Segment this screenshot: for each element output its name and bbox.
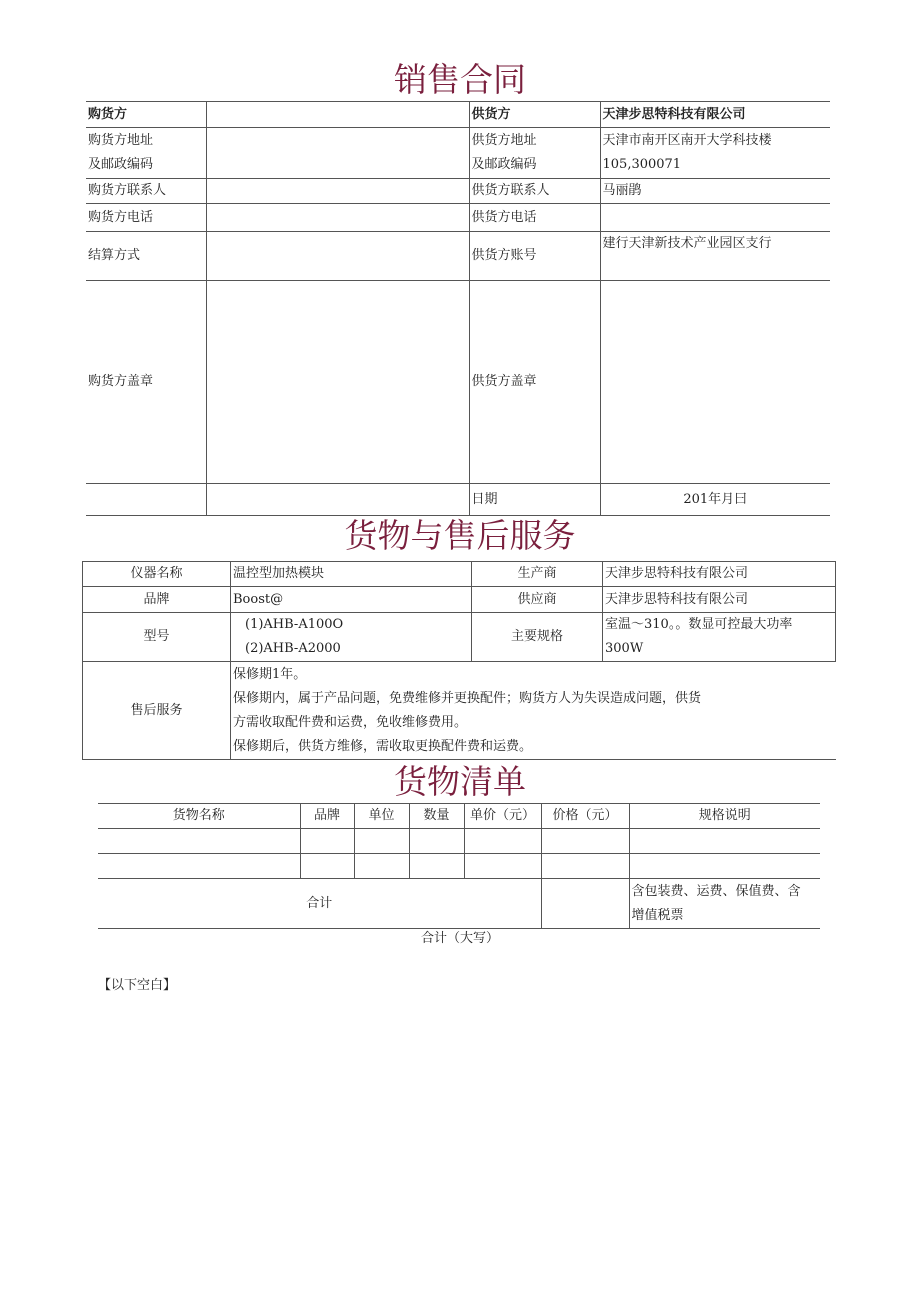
model-field[interactable] xyxy=(231,613,472,662)
contract-table xyxy=(86,101,830,516)
vendor-field[interactable]: 天津步思特科技有限公司 xyxy=(603,587,836,613)
supplier-address-line: 105,300071 xyxy=(602,157,682,172)
table-row xyxy=(98,854,820,879)
model-line: (2)AHB-A2000 xyxy=(245,641,341,656)
instrument-field[interactable]: 温控型加热模块 xyxy=(231,562,472,587)
date-label: 日期 xyxy=(469,484,600,516)
buyer-contact-field[interactable] xyxy=(206,179,469,204)
aftersales-line: 保修期后，供货方维修，需收取更换配件费和运费。 xyxy=(233,738,533,754)
aftersales-line: 保修期1年。 xyxy=(233,666,307,682)
buyer-phone-label: 购货方电话 xyxy=(86,204,206,232)
manufacturer-label: 生产商 xyxy=(472,562,603,587)
buyer-address-field[interactable] xyxy=(206,128,469,179)
supplier-phone-field[interactable] xyxy=(600,204,830,232)
aftersales-label: 售后服务 xyxy=(83,662,231,760)
header-brand: 品牌 xyxy=(300,804,354,829)
supplier-address-label xyxy=(469,128,600,179)
table-cell[interactable] xyxy=(541,854,629,879)
aftersales-line: 方需收取配件费和运费，免收维修费用。 xyxy=(233,714,468,730)
table-row xyxy=(98,829,820,854)
table-cell[interactable] xyxy=(354,829,409,854)
table-cell[interactable] xyxy=(541,829,629,854)
goods-table xyxy=(98,803,820,929)
empty-cell xyxy=(86,484,206,516)
table-cell[interactable] xyxy=(300,829,354,854)
spec-field[interactable] xyxy=(603,613,836,662)
total-note-line: 增值税票 xyxy=(631,907,684,923)
table-cell[interactable] xyxy=(300,854,354,879)
table-cell[interactable] xyxy=(354,854,409,879)
table-cell[interactable] xyxy=(629,829,820,854)
goods-title: 货物清单 xyxy=(394,762,526,801)
aftersales-field[interactable] xyxy=(231,662,836,760)
spec-line: 300W xyxy=(605,641,644,656)
table-cell[interactable] xyxy=(409,829,464,854)
settlement-label: 结算方式 xyxy=(86,232,206,281)
total-note-line: 含包装费、运费、保值费、含 xyxy=(631,883,801,899)
date-field[interactable]: 201年月曰 xyxy=(600,484,830,516)
supplier-address-line: 天津市南开区南开大学科技楼 xyxy=(602,133,772,148)
header-spec: 规格说明 xyxy=(629,804,820,829)
total-field[interactable] xyxy=(541,879,629,929)
buyer-seal-label: 购货方盖章 xyxy=(86,281,206,484)
supplier-field[interactable]: 天津步思特科技有限公司 xyxy=(600,102,830,128)
table-cell[interactable] xyxy=(464,829,541,854)
table-cell[interactable] xyxy=(409,854,464,879)
total-label: 合计 xyxy=(98,879,541,929)
service-title: 货物与售后服务 xyxy=(344,516,576,555)
table-cell[interactable] xyxy=(629,854,820,879)
table-cell[interactable] xyxy=(98,829,300,854)
model-label: 型号 xyxy=(83,613,231,662)
supplier-phone-label: 供货方电话 xyxy=(469,204,600,232)
manufacturer-field[interactable]: 天津步思特科技有限公司 xyxy=(603,562,836,587)
buyer-field[interactable] xyxy=(206,102,469,128)
supplier-contact-field[interactable]: 马丽鹃 xyxy=(600,179,830,204)
supplier-address-field[interactable] xyxy=(600,128,830,179)
aftersales-line: 保修期内，属于产品问题，免费维修并更换配件；购货方人为失误造成问题，供货 xyxy=(233,690,702,706)
brand-label: 品牌 xyxy=(83,587,231,613)
buyer-label: 购货方 xyxy=(86,102,206,128)
contract-title: 销售合同 xyxy=(394,60,526,99)
header-price: 价格（元） xyxy=(541,804,629,829)
model-line: (1)AHB-A100O xyxy=(245,617,344,632)
service-table xyxy=(82,561,836,760)
supplier-address-label-line: 供货方地址 xyxy=(471,133,537,148)
buyer-address-label-line: 购货方地址 xyxy=(88,133,154,148)
buyer-phone-field[interactable] xyxy=(206,204,469,232)
buyer-seal-area[interactable] xyxy=(206,281,469,484)
table-cell[interactable] xyxy=(98,854,300,879)
supplier-address-label-line: 及邮政编码 xyxy=(471,157,537,172)
spec-label: 主要规格 xyxy=(472,613,603,662)
header-quantity: 数量 xyxy=(409,804,464,829)
supplier-seal-label: 供货方盖章 xyxy=(469,281,600,484)
table-cell[interactable] xyxy=(464,854,541,879)
buyer-address-label xyxy=(86,128,206,179)
supplier-label: 供货方 xyxy=(469,102,600,128)
supplier-account-label: 供货方账号 xyxy=(469,232,600,281)
header-unit-price: 单价（元） xyxy=(464,804,541,829)
brand-field[interactable]: Boost@ xyxy=(231,587,472,613)
blank-note: 【以下空白】 xyxy=(98,978,177,993)
settlement-field[interactable] xyxy=(206,232,469,281)
header-goods-name: 货物名称 xyxy=(98,804,300,829)
buyer-date-field[interactable] xyxy=(206,484,469,516)
header-unit: 单位 xyxy=(354,804,409,829)
supplier-account-field[interactable]: 建行天津新技术产业园区支行 xyxy=(600,232,830,281)
buyer-address-label-line: 及邮政编码 xyxy=(88,157,154,172)
buyer-contact-label: 购货方联系人 xyxy=(86,179,206,204)
instrument-label: 仪器名称 xyxy=(83,562,231,587)
supplier-contact-label: 供货方联系人 xyxy=(469,179,600,204)
spec-line: 室温～310。。数显可控最大功率 xyxy=(605,617,793,632)
total-note xyxy=(629,879,820,929)
total-uppercase-label: 合计（大写） xyxy=(420,931,499,946)
supplier-seal-area[interactable] xyxy=(600,281,830,484)
vendor-label: 供应商 xyxy=(472,587,603,613)
